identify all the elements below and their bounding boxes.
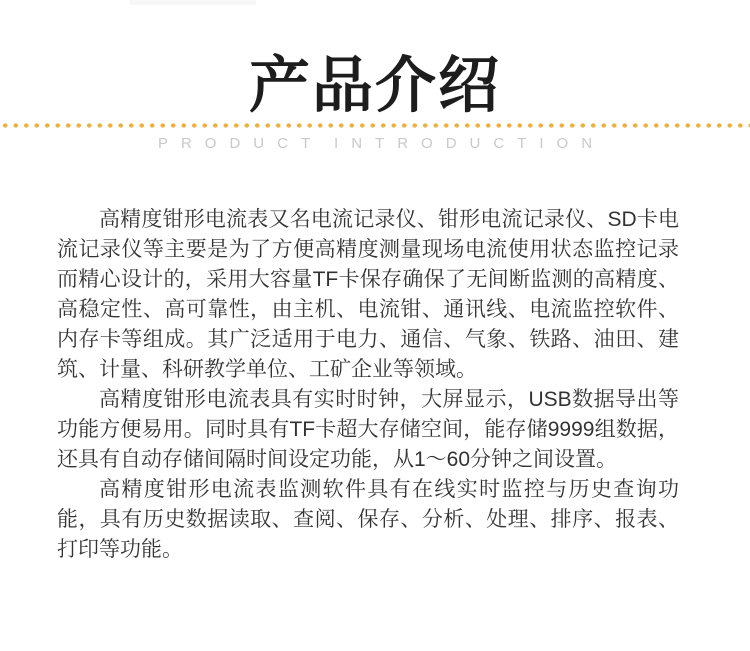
- dotted-divider: [0, 122, 750, 129]
- intro-paragraph-2: 高精度钳形电流表具有实时时钟，大屏显示，USB数据导出等功能方便易用。同时具有TF卡超大存储空间，能存储9999组数据，还具有自动存储间隔时间设定功能，从1～60分钟之间设置。: [57, 388, 679, 471]
- intro-paragraph-3: 高精度钳形电流表监测软件具有在线实时监控与历史查询功能，具有历史数据读取、查阅、保存、分析、处理、排序、报表、打印等功能。: [57, 478, 679, 561]
- section-title: 产品介绍: [248, 51, 501, 119]
- introduction-text: [57, 205, 679, 565]
- section-subtitle-en: PRODUCT INTRODUCTION: [157, 135, 606, 152]
- top-divider-bar: [130, 0, 256, 5]
- intro-paragraph-1: 高精度钳形电流表又名电流记录仪、钳形电流记录仪、SD卡电流记录仪等主要是为了方便高精度测量现场电流使用状态监控记录而精心设计的，采用大容量TF卡保存确保了无间断监测的高精度、高稳定性、高可靠性，由主机、电流钳、通讯线、电流监控软件、内存卡等组成。其广泛适用于电力、通信、气象、铁路、油田、建筑、计量、科研教学单位、工矿企业等领域。: [57, 208, 679, 381]
